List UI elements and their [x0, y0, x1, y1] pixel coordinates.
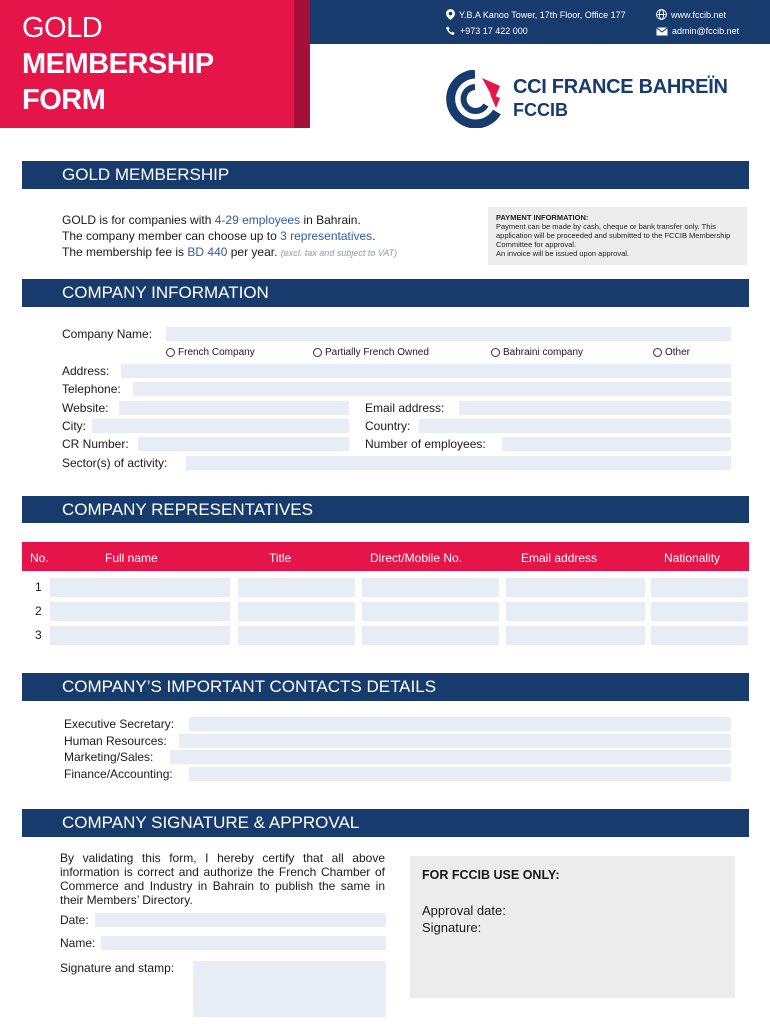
rep3-phone-field[interactable]	[362, 626, 499, 645]
rep2-nationality-field[interactable]	[651, 602, 748, 621]
col-email: Email address	[521, 551, 598, 565]
company-name-field[interactable]	[166, 327, 731, 341]
number-of-employees-label: Number of employees:	[365, 437, 486, 451]
payment-info-heading: PAYMENT INFORMATION:	[496, 213, 589, 222]
radio-circle-icon	[313, 348, 322, 357]
gold-membership-heading: GOLD MEMBERSHIP	[22, 161, 749, 189]
rep3-nationality-field[interactable]	[651, 626, 748, 645]
col-no: No.	[30, 551, 49, 565]
phone-contact	[446, 26, 528, 36]
logo-text-line1: CCI FRANCE BAHREÏN	[513, 76, 728, 98]
signature-approval-heading: COMPANY SIGNATURE & APPROVAL	[22, 809, 749, 837]
gold-line-1-a: GOLD is for companies with	[62, 213, 215, 227]
cr-number-field[interactable]	[138, 437, 349, 451]
form-title-line3: FORM	[22, 84, 106, 116]
marketing-sales-field[interactable]	[170, 750, 731, 764]
gold-line-3-a: The membership fee is	[62, 245, 188, 259]
radio-other[interactable]	[653, 347, 690, 358]
cci-logo-mark	[446, 70, 504, 128]
col-title: Title	[269, 551, 292, 565]
row-number-1: 1	[35, 580, 42, 594]
cci-logo	[446, 70, 746, 128]
name-field[interactable]	[101, 936, 386, 950]
fccib-signature-label: Signature:	[422, 920, 482, 935]
website-field[interactable]	[119, 401, 349, 415]
rep1-email-field[interactable]	[506, 578, 645, 597]
rep1-nationality-field[interactable]	[651, 578, 748, 597]
rep3-title-field[interactable]	[238, 626, 355, 645]
radio-circle-icon	[653, 348, 662, 357]
gold-line-2-c: .	[372, 229, 376, 243]
date-field[interactable]	[95, 913, 386, 927]
country-field[interactable]	[419, 419, 731, 433]
company-representatives-heading: COMPANY REPRESENTATIVES	[22, 496, 749, 523]
email-address-field[interactable]	[459, 401, 731, 415]
radio-circle-icon	[166, 348, 175, 357]
form-title-line1: GOLD	[22, 12, 103, 44]
telephone-label: Telephone:	[62, 382, 121, 396]
signature-stamp-field[interactable]	[193, 961, 386, 1017]
city-field[interactable]	[92, 419, 349, 433]
radio-circle-icon	[491, 348, 500, 357]
payment-info-invoice: An invoice will be issued upon approval.	[496, 249, 629, 258]
gold-line-1-c: in Bahrain.	[300, 213, 361, 227]
gold-line-3	[62, 245, 397, 259]
rep2-title-field[interactable]	[238, 602, 355, 621]
rep2-email-field[interactable]	[506, 602, 645, 621]
marketing-sales-label: Marketing/Sales:	[64, 750, 154, 764]
title-box-shadow	[294, 0, 310, 128]
address-label: Address:	[62, 364, 110, 378]
company-name-label: Company Name:	[62, 327, 153, 341]
rep2-full-name-field[interactable]	[50, 602, 230, 621]
fccib-use-only-heading: FOR FCCIB USE ONLY:	[422, 868, 560, 882]
city-label: City:	[62, 419, 86, 433]
cr-number-label: CR Number:	[62, 437, 129, 451]
address-text: Y.B.A Kanoo Tower, 17th Floor, Office 177	[459, 9, 626, 20]
website-contact	[656, 9, 726, 20]
rep3-email-field[interactable]	[506, 626, 645, 645]
rep1-phone-field[interactable]	[362, 578, 499, 597]
sectors-field[interactable]	[186, 456, 731, 470]
rep2-phone-field[interactable]	[362, 602, 499, 621]
radio-french-company[interactable]	[166, 347, 255, 358]
row-number-2: 2	[35, 604, 42, 618]
company-information-heading: COMPANY INFORMATION	[22, 279, 749, 307]
date-label: Date:	[60, 913, 89, 927]
signature-stamp-label: Signature and stamp:	[60, 961, 175, 975]
col-full-name: Full name	[105, 551, 158, 565]
telephone-field[interactable]	[133, 382, 731, 396]
executive-secretary-field[interactable]	[189, 717, 731, 731]
form-title	[22, 10, 214, 118]
radio-label: Partially French Owned	[325, 347, 429, 358]
gold-line-3-c: per year.	[227, 245, 278, 259]
email-contact	[656, 26, 739, 36]
gold-line-2-a: The company member can choose up to	[62, 229, 281, 243]
address-contact	[446, 9, 626, 20]
important-contacts-heading: COMPANY’S IMPORTANT CONTACTS DETAILS	[22, 673, 749, 701]
col-nationality: Nationality	[664, 551, 721, 565]
certification-text: By validating this form, I hereby certify that all above information is correct and authorize the French Chamber of Commerce and Industry in Bahrain to publish the same in their Members’ Directory.	[60, 851, 385, 907]
logo-text-line2: FCCIB	[513, 100, 568, 120]
human-resources-field[interactable]	[179, 734, 731, 748]
payment-info-box	[488, 207, 747, 265]
globe-icon	[656, 9, 667, 20]
radio-label: French Company	[178, 347, 255, 358]
approval-date-label: Approval date:	[422, 903, 506, 918]
gold-fee: BD 440	[187, 245, 228, 259]
finance-accounting-field[interactable]	[189, 767, 731, 781]
executive-secretary-label: Executive Secretary:	[64, 717, 175, 731]
envelope-icon	[656, 27, 668, 36]
phone-icon	[446, 26, 456, 36]
email-text[interactable]: admin@fccib.net	[672, 26, 740, 36]
rep1-full-name-field[interactable]	[50, 578, 230, 597]
radio-bahraini-company[interactable]	[491, 347, 583, 358]
number-of-employees-field[interactable]	[502, 437, 731, 451]
website-label: Website:	[62, 401, 109, 415]
gold-line-2	[62, 229, 376, 243]
gold-employees-range: 4-29 employees	[214, 213, 301, 227]
country-label: Country:	[365, 419, 411, 433]
human-resources-label: Human Resources:	[64, 734, 167, 748]
email-address-label: Email address:	[365, 401, 445, 415]
gold-line-1	[62, 213, 361, 227]
name-label: Name:	[60, 936, 96, 950]
rep3-full-name-field[interactable]	[50, 626, 230, 645]
radio-label: Bahraini company	[503, 347, 584, 358]
row-number-3: 3	[35, 628, 42, 642]
sectors-label: Sector(s) of activity:	[62, 456, 168, 470]
address-field[interactable]	[121, 364, 731, 378]
finance-accounting-label: Finance/Accounting:	[64, 767, 173, 781]
col-phone: Direct/Mobile No.	[370, 551, 463, 565]
radio-partially-french[interactable]	[313, 347, 429, 358]
phone-text: +973 17 422 000	[460, 26, 528, 36]
website-text[interactable]: www.fccib.net	[671, 9, 727, 20]
rep1-title-field[interactable]	[238, 578, 355, 597]
gold-representatives-count: 3 representatives	[280, 229, 373, 243]
payment-info-text: Payment can be made by cash, cheque or bank transfer only. This application will be proceeded and submitted to the FCCIB Membership Committee for approval.	[496, 222, 731, 249]
location-pin-icon	[446, 9, 455, 20]
form-title-line2: MEMBERSHIP	[22, 48, 214, 80]
gold-fee-note: (excl. tax and subject to VAT)	[280, 248, 398, 258]
radio-label: Other	[665, 347, 691, 358]
